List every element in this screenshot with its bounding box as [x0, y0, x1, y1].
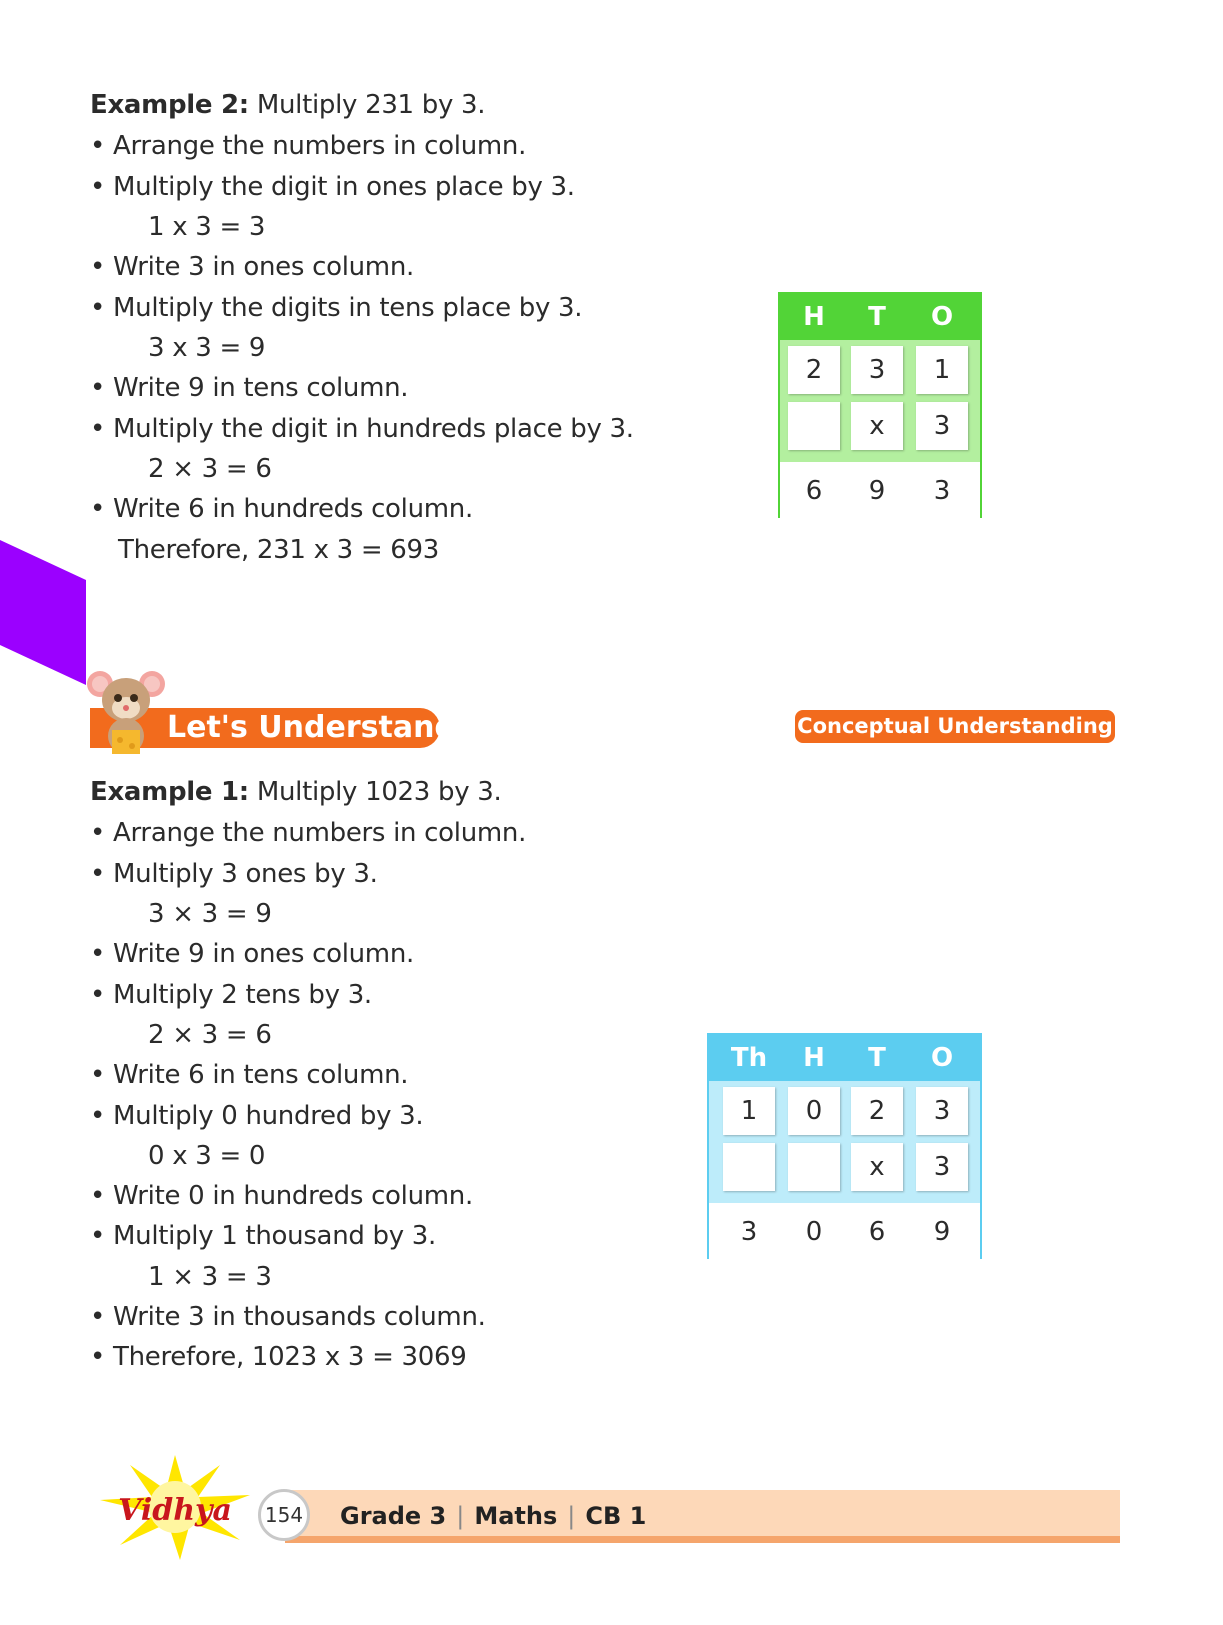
table-header: [780, 294, 980, 340]
example-2-heading: [90, 90, 485, 120]
place-value-table-hto: [778, 292, 982, 518]
digit-cell: 3: [916, 1087, 968, 1135]
operator-cell: x: [851, 402, 903, 450]
conclusion: Therefore, 231 x 3 = 693: [118, 535, 439, 565]
calculation: 3 × 3 = 9: [148, 899, 272, 929]
place-value-table-thhto: [707, 1033, 982, 1259]
digit-cell: 1: [916, 346, 968, 394]
step: • Write 3 in thousands column.: [90, 1302, 486, 1332]
result-digit: 0: [805, 1217, 823, 1247]
digit-cell: 0: [788, 1087, 840, 1135]
header-tens: T: [868, 302, 886, 332]
header-hundreds: H: [803, 302, 825, 332]
step: • Write 6 in tens column.: [90, 1060, 408, 1090]
footer-info: [340, 1490, 646, 1542]
digit-cell: 2: [788, 346, 840, 394]
step: • Multiply 3 ones by 3.: [90, 859, 378, 889]
header-thousands: Th: [730, 1043, 768, 1073]
step: • Multiply 2 tens by 3.: [90, 980, 372, 1010]
calculation: 1 x 3 = 3: [148, 212, 266, 242]
purple-side-tab: [0, 540, 86, 685]
calculation: 0 x 3 = 0: [148, 1141, 266, 1171]
table-header: [709, 1035, 980, 1081]
calculation: 1 × 3 = 3: [148, 1262, 272, 1292]
calculation: 3 x 3 = 9: [148, 333, 266, 363]
result-digit: 9: [933, 1217, 951, 1247]
table-body: [780, 340, 980, 462]
footer-subject: Maths: [474, 1502, 558, 1530]
result-digit: 3: [933, 476, 951, 506]
step: • Arrange the numbers in column.: [90, 818, 526, 848]
result-digit: 6: [868, 1217, 886, 1247]
digit-cell: [788, 1143, 840, 1191]
vidhya-logo: [90, 1455, 260, 1560]
step: • Write 0 in hundreds column.: [90, 1181, 473, 1211]
digit-cell: [788, 402, 840, 450]
operator-cell: x: [851, 1143, 903, 1191]
header-ones: O: [930, 302, 954, 332]
table-result-row: [780, 462, 980, 520]
result-digit: 3: [740, 1217, 758, 1247]
step: • Multiply 1 thousand by 3.: [90, 1221, 436, 1251]
digit-cell: 3: [916, 402, 968, 450]
footer-book: CB 1: [585, 1502, 647, 1530]
section-title: Let's Understand: [167, 710, 456, 745]
header-tens: T: [868, 1043, 886, 1073]
example-title: Multiply 1023 by 3.: [256, 777, 502, 807]
example-label: Example 2:: [90, 90, 249, 120]
example-1-heading: [90, 777, 501, 807]
separator: |: [456, 1502, 465, 1530]
example-label: Example 1:: [90, 777, 249, 807]
step: • Write 6 in hundreds column.: [90, 494, 473, 524]
digit-cell: [723, 1143, 775, 1191]
step: • Multiply 0 hundred by 3.: [90, 1101, 423, 1131]
digit-cell: 1: [723, 1087, 775, 1135]
step: • Write 9 in tens column.: [90, 373, 408, 403]
conclusion: • Therefore, 1023 x 3 = 3069: [90, 1342, 467, 1372]
calculation: 2 × 3 = 6: [148, 1020, 272, 1050]
step: • Multiply the digits in tens place by 3.: [90, 293, 582, 323]
digit-cell: 3: [851, 346, 903, 394]
page-number: 154: [258, 1489, 310, 1541]
digit-cell: 2: [851, 1087, 903, 1135]
example-title: Multiply 231 by 3.: [256, 90, 486, 120]
calculation: 2 × 3 = 6: [148, 454, 272, 484]
result-digit: 9: [868, 476, 886, 506]
step: • Multiply the digit in ones place by 3.: [90, 172, 575, 202]
step: • Write 3 in ones column.: [90, 252, 414, 282]
step: • Write 9 in ones column.: [90, 939, 414, 969]
table-result-row: [709, 1203, 980, 1261]
table-body: [709, 1081, 980, 1203]
conceptual-understanding-badge: Conceptual Understanding: [795, 710, 1115, 743]
step: • Multiply the digit in hundreds place by 3.: [90, 414, 634, 444]
step: • Arrange the numbers in column.: [90, 131, 526, 161]
header-ones: O: [930, 1043, 954, 1073]
result-digit: 6: [805, 476, 823, 506]
header-hundreds: H: [803, 1043, 825, 1073]
separator: |: [567, 1502, 576, 1530]
footer-grade: Grade 3: [340, 1502, 447, 1530]
digit-cell: 3: [916, 1143, 968, 1191]
mouse-mascot-icon: [86, 668, 166, 758]
logo-text: Vidhya: [118, 1493, 232, 1528]
